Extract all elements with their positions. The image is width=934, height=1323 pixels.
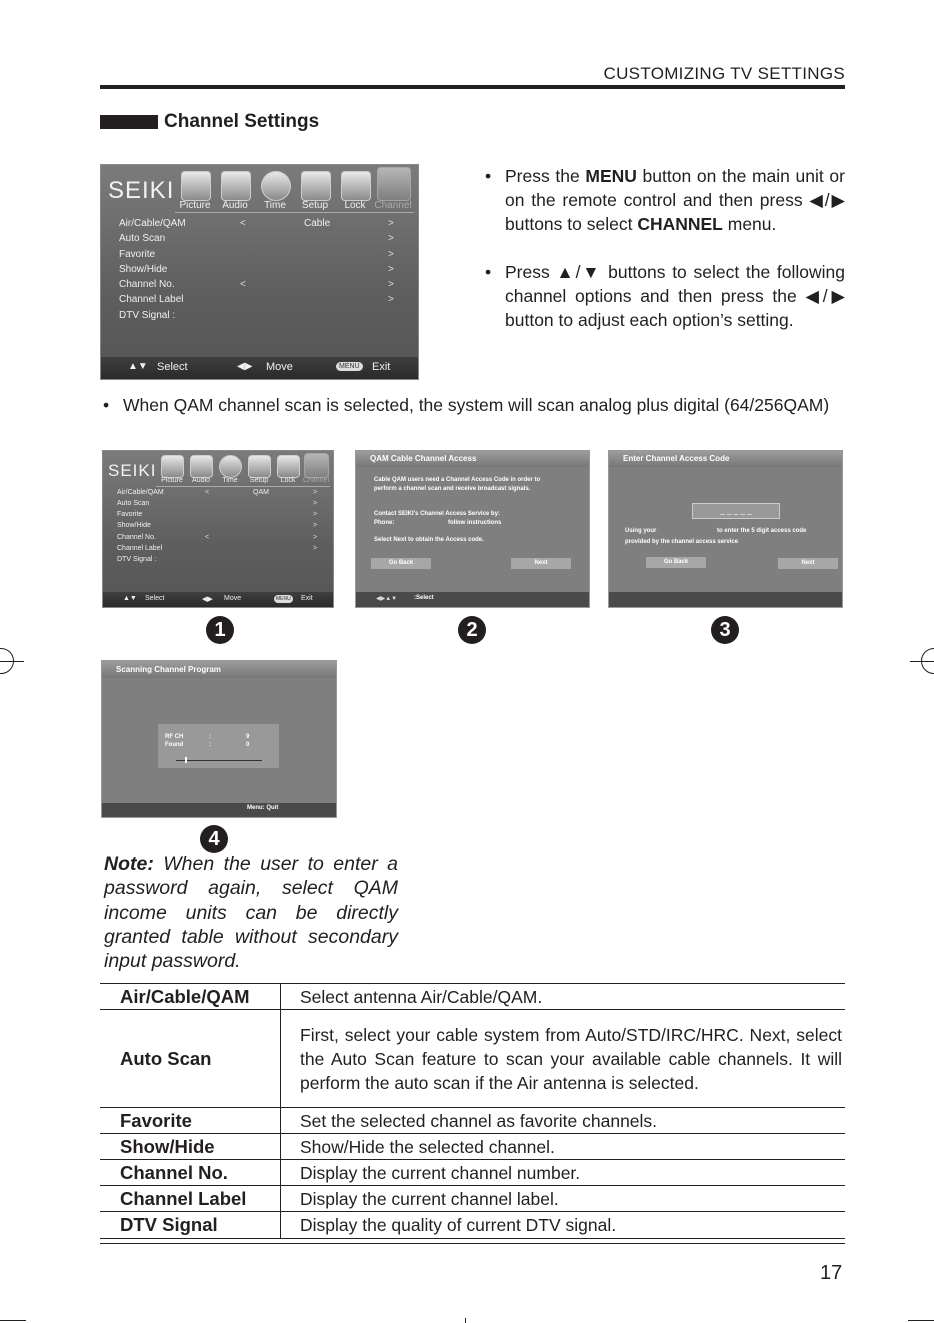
right-arrow-icon: > [313,511,318,518]
channel-menu-screenshot [100,164,419,380]
menu-item-label: Channel No. [119,279,175,290]
option-description: Display the current channel number. [281,1160,846,1186]
channel-icon [304,453,329,478]
step-number-2: 2 [458,616,486,644]
option-name: Channel Label [100,1186,281,1212]
option-name: DTV Signal [100,1212,281,1238]
table-bottom-rule [100,1238,845,1239]
picture-icon [161,455,184,478]
seiki-logo: SEIKI [108,177,175,204]
nav-arrows-icon: ◀▶▲▼ [376,596,398,602]
dialog-paragraph: Select Next to obtain the Access code. [374,537,484,543]
go-back-button[interactable]: Go Back [371,558,431,569]
tab-audio: Audio [192,477,210,484]
tab-channel: Channel [302,477,330,484]
scan-status-panel [158,724,279,768]
option-description: Set the selected channel as favorite channels. [281,1108,846,1134]
menu-item-label: Channel Label [117,545,163,552]
left-arrow-icon: < [240,218,246,229]
option-description: Display the current channel label. [281,1186,846,1212]
note-lead: Note: [104,853,154,875]
menu-footer [103,592,333,607]
lock-icon [341,171,371,201]
menu-item-label: Favorite [117,511,143,518]
menu-item-label: Auto Scan [119,233,166,244]
footer-select-label: Select [145,595,165,602]
audio-icon [190,455,213,478]
footer-exit-label: Exit [372,361,391,373]
footer-select-label: :Select [414,595,434,601]
menu-keyword: MENU [585,166,637,186]
instruction-text: Using your [625,528,657,534]
menu-footer [101,357,418,379]
menu-item-label: Air/Cable/QAM [119,218,186,229]
registration-circle-right [921,648,934,674]
password-note [104,852,398,973]
right-arrow-icon: > [313,522,318,529]
option-name: Favorite [100,1108,281,1134]
dialog-title: Scanning Channel Program [102,661,336,678]
option-description: Show/Hide the selected channel. [281,1134,846,1160]
tab-time: Time [222,477,238,484]
table-row [100,1010,845,1108]
time-icon [219,455,242,478]
step2-qam-access-screenshot [355,450,590,608]
right-arrow-icon: > [388,279,394,290]
right-arrow-icon: > [313,489,318,496]
tab-lock: Lock [280,477,296,484]
section-title: Channel Settings [164,111,320,132]
channel-icon [377,167,411,201]
step1-menu-screenshot [102,450,334,608]
page-number: 17 [820,1262,843,1284]
right-arrow-icon: > [313,534,318,541]
table-row [100,1212,845,1238]
next-button[interactable]: Next [778,558,838,569]
tab-audio: Audio [222,200,248,211]
option-name: Auto Scan [100,1010,281,1108]
channel-options-table [100,983,845,1238]
instruction-text: provided by the channel access service [625,539,739,545]
menu-item-label: Air/Cable/QAM [117,489,164,496]
bullet-text: Press ▲/▼ buttons to select the following channel options and then press the ◀/▶ button to adjust each option’s setting. [505,262,845,330]
right-arrow-icon: > [313,545,318,552]
right-arrow-icon: > [388,233,394,244]
up-down-icon: ▲▼ [123,595,137,602]
table-row [100,984,845,1010]
scan-progress-bar [176,760,262,761]
menu-divider [156,486,330,487]
step-number-1: 1 [206,616,234,644]
tab-lock: Lock [344,200,366,211]
up-down-icon: ▲▼ [128,361,148,372]
tab-picture: Picture [179,200,211,211]
option-name: Channel No. [100,1160,281,1186]
menu-item-label: DTV Signal : [117,556,157,563]
menu-item-label: Show/Hide [119,264,168,275]
registration-circle-left [0,648,14,674]
qam-note-text: When QAM channel scan is selected, the system will scan analog plus digital (64/256QAM) [123,395,830,415]
lock-icon [277,455,300,478]
scan-progress-handle [185,757,187,763]
phone-label: Phone: [374,520,395,526]
setup-icon [248,455,271,478]
footer-select-label: Select [157,361,188,373]
channel-keyword: CHANNEL [637,214,723,234]
dialog-footer [609,592,842,607]
section-marker [100,115,158,129]
dialog-title: QAM Cable Channel Access [356,451,589,467]
table-row [100,1160,845,1186]
left-right-icon: ◀▶ [237,361,253,372]
menu-item-label: Show/Hide [117,522,151,529]
step-number-4: 4 [200,825,228,853]
option-name: Show/Hide [100,1134,281,1160]
seiki-logo: SEIKI [108,461,157,480]
next-button[interactable]: Next [511,558,571,569]
running-header: CUSTOMIZING TV SETTINGS [603,64,845,83]
option-name: Air/Cable/QAM [100,984,281,1010]
menu-item-label: Channel Label [119,294,184,305]
left-right-icon: ◀▶ [202,596,213,603]
menu-item-label: Channel No. [117,534,156,541]
crop-mark [465,1318,466,1323]
bullet-text: menu. [722,214,777,234]
menu-item-label: DTV Signal : [119,310,176,321]
bullet-text: button on the main unit or on the remote control and then press ◀/▶ buttons to select [505,166,845,234]
rf-channel-sep: : [209,734,211,740]
step3-access-code-screenshot [608,450,843,608]
menu-item-value: QAM [253,489,269,496]
crop-mark [0,1320,26,1321]
table-bottom-rule [100,1243,845,1244]
dialog-title: Enter Channel Access Code [609,451,842,467]
rf-channel-label: RF CH [165,734,184,740]
right-arrow-icon: > [388,218,394,229]
phone-value: follow instructions [448,520,502,526]
bullet-dot: • [485,262,492,282]
footer-move-label: Move [224,595,242,602]
menu-divider [175,212,414,213]
menu-key-icon: MENU [336,362,363,371]
rf-channel-value: 9 [246,734,250,740]
dialog-paragraph: Cable QAM users need a Channel Access Code in order to perform a channel scan and receive broadcast signals. [374,477,541,492]
access-code-field[interactable]: _ _ _ _ _ [692,503,780,519]
right-arrow-icon: > [388,249,394,260]
option-description: Select antenna Air/Cable/QAM. [281,984,846,1010]
header-rule [100,85,845,89]
table-row [100,1186,845,1212]
menu-item-label: Auto Scan [117,500,150,507]
right-arrow-icon: > [388,294,394,305]
tab-setup: Setup [301,200,329,211]
time-icon [261,171,291,201]
menu-key-icon: MENU [276,596,291,602]
left-arrow-icon: < [240,279,246,290]
table-row [100,1134,845,1160]
option-description: First, select your cable system from Auto/STD/IRC/HRC. Next, select the Auto Scan feature to scan your available cable channels. It will perform the auto scan if the Air antenna is selected. [281,1010,846,1108]
bullet-text: Press the [505,166,586,186]
table-row [100,1108,845,1134]
menu-item-value: Cable [304,218,331,229]
audio-icon [221,171,251,201]
found-sep: : [209,742,211,748]
note-text: When the user to enter a password again, select QAM income units can be directly granted table without secondary input password. [104,853,398,973]
footer-move-label: Move [266,361,293,373]
menu-quit-label: Menu: Quit [247,805,279,811]
bullet-dot: • [485,166,492,186]
crop-mark [908,1320,934,1321]
setup-icon [301,171,331,201]
tab-setup: Setup [249,477,269,484]
menu-item-label: Favorite [119,249,156,260]
dialog-footer [356,592,589,607]
right-arrow-icon: > [388,264,394,275]
dialog-paragraph: Contact SEIKI's Channel Access Service by: [374,511,500,517]
step-number-3: 3 [711,616,739,644]
go-back-button[interactable]: Go Back [646,557,706,568]
tab-time: Time [264,200,286,211]
footer-exit-label: Exit [301,595,313,602]
step4-scanning-screenshot [101,660,337,818]
dialog-footer [102,803,336,817]
option-description: Display the quality of current DTV signal. [281,1212,846,1238]
found-value: 0 [246,742,250,748]
left-arrow-icon: < [205,534,210,541]
bullet-dot: • [103,395,110,415]
picture-icon [181,171,211,201]
found-label: Found [165,742,184,748]
right-arrow-icon: > [313,500,318,507]
instruction-text: to enter the 5 digit access code [717,528,807,534]
left-arrow-icon: < [205,489,210,496]
tab-picture: Picture [161,477,183,484]
tab-channel: Channel [374,200,412,211]
